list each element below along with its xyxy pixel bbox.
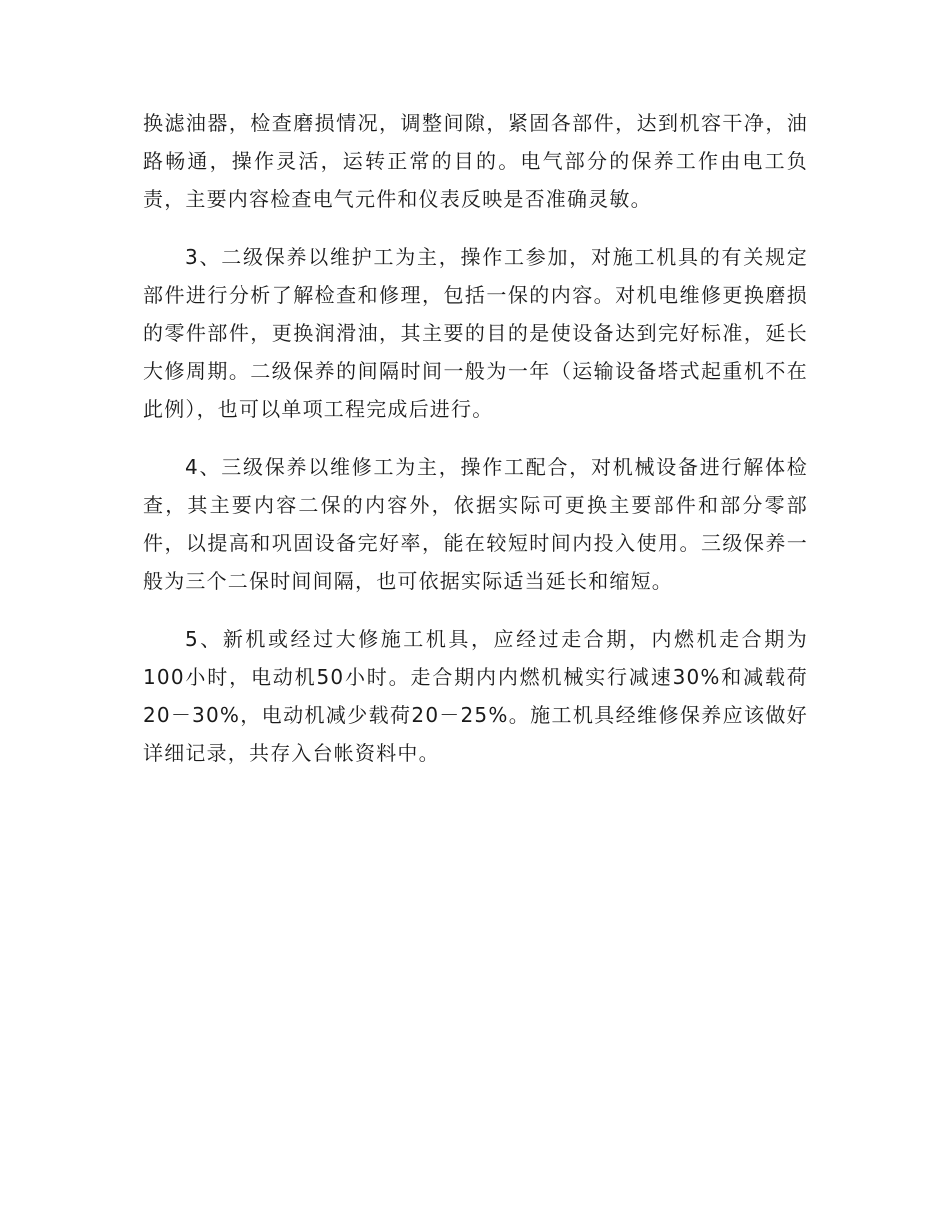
paragraph-continuation: 换滤油器，检查磨损情况，调整间隙，紧固各部件，达到机容干净，油路畅通，操作灵活，运转正常的目的。电气部分的保养工作由电工负责，主要内容检查电气元件和仪表反映是否准确灵敏。 xyxy=(143,111,808,211)
document-body xyxy=(143,104,808,792)
paragraph-item-3: 3、二级保养以维护工为主，操作工参加，对施工机具的有关规定部件进行分析了解检查和修理，包括一保的内容。对机电维修更换磨损的零件部件，更换润滑油，其主要的目的是使设备达到完好标准，延长大修周期。二级保养的间隔时间一般为一年（运输设备塔式起重机不在此例），也可以单项工程完成后进行。 xyxy=(143,245,808,421)
paragraph-item-4: 4、三级保养以维修工为主，操作工配合，对机械设备进行解体检查，其主要内容二保的内容外，依据实际可更换主要部件和部分零部件，以提高和巩固设备完好率，能在较短时间内投入使用。三级保养一般为三个二保时间间隔，也可依据实际适当延长和缩短。 xyxy=(143,455,808,593)
paragraph-item-5: 5、新机或经过大修施工机具，应经过走合期，内燃机走合期为100小时，电动机50小时。走合期内内燃机械实行减速30%和减载荷20－30%，电动机减少载荷20－25%。施工机具经维修保养应该做好详细记录，共存入台帐资料中。 xyxy=(143,627,808,765)
